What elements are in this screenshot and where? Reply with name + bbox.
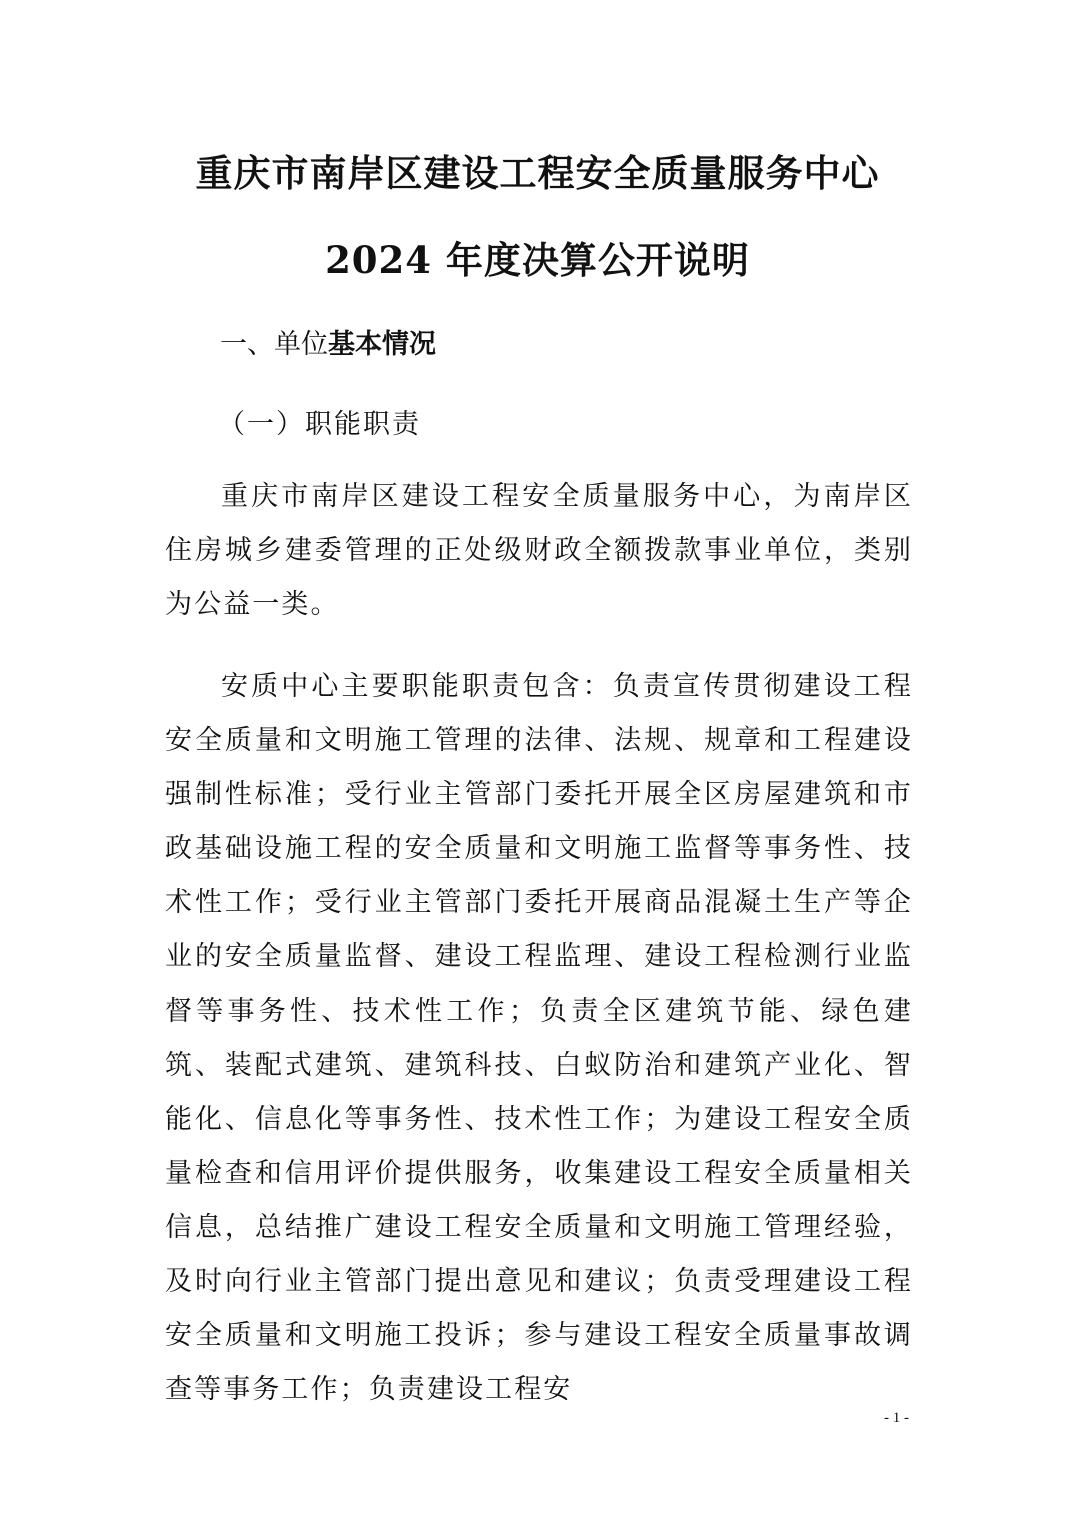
paragraph-unit-overview: 重庆市南岸区建设工程安全质量服务中心，为南岸区住房城乡建委管理的正处级财政全额拨款事业单位，类别为公益一类。	[165, 481, 913, 621]
section-heading-emphasis: 基本情况	[328, 329, 436, 360]
section-heading-basic-info	[220, 322, 436, 361]
document-title-line-2: 2024 年度决算公开说明	[325, 238, 750, 282]
section-heading-prefix: 一、单位	[220, 329, 328, 360]
paragraph-main-duties: 安质中心主要职能职责包含：负责宣传贯彻建设工程安全质量和文明施工管理的法律、法规、规章和工程建设强制性标准；受行业主管部门委托开展全区房屋建筑和市政基础设施工程的安全质量和文明施工监督等事务性、技术性工作；受行业主管部门委托开展商品混凝土生产等企业的安全质量监督、建设工程监理、建设工程检测行业监督等事务性、技术性工作；负责全区建筑节能、绿色建筑、装配式建筑、建筑科技、白蚁防治和建筑产业化、智能化、信息化等事务性、技术性工作；为建设工程安全质量检查和信用评价提供服务，收集建设工程安全质量相关信息，总结推广建设工程安全质量和文明施工管理经验，及时向行业主管部门提出意见和建议；负责受理建设工程安全质量和文明施工投诉；参与建设工程安全质量事故调查等事务工作；负责建设工程安	[165, 671, 913, 1406]
page-number: - 1 -	[884, 1410, 909, 1426]
subsection-heading-duties: （一）职能职责	[218, 409, 421, 440]
document-title-line-1: 重庆市南岸区建设工程安全质量服务中心	[195, 151, 880, 195]
